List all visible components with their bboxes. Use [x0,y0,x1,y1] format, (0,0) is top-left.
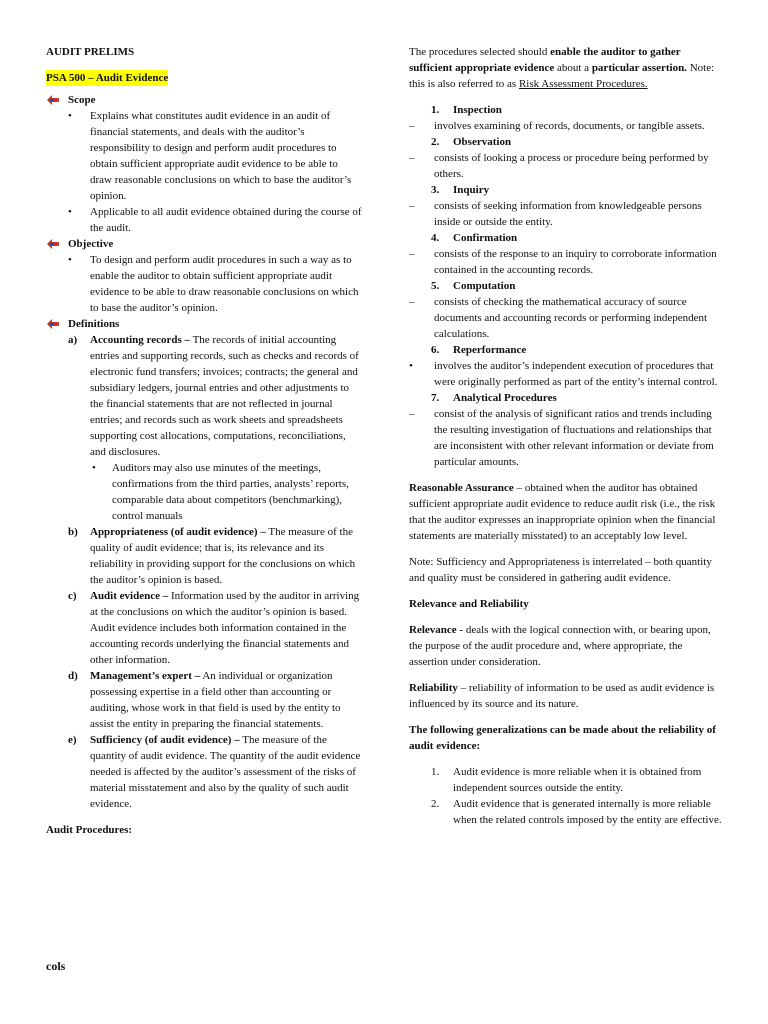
procedure-desc [409,294,723,342]
intro-text: about a [554,62,592,74]
document-title: AUDIT PRELIMS [46,46,135,58]
procedure-heading [409,230,723,246]
term: Reasonable Assurance [409,482,514,494]
procedures-intro [409,44,723,92]
relevance-reliability-heading: Relevance and Reliability [409,598,529,610]
definition-letter: c) [68,590,77,602]
procedure-number: 6. [431,344,440,356]
definition-term: Management’s expert – [90,670,201,682]
procedures-list [409,102,723,470]
procedure-name: Computation [453,280,516,292]
scope-list [46,108,362,236]
procedure-text: consist of the analysis of significant ratios and trends including the resulting investigation of fluctuations and relationships that are inconsistent with other relevant information or deviate from particular amounts. [434,408,714,468]
procedure-name: Reperformance [453,344,527,356]
term-text: - deals with the logical connection with, or bearing upon, the purpose of the audit procedure and, where appropriate, the assertion under consideration. [409,624,711,668]
procedure-desc [409,246,723,278]
list-item: • Explains what constitutes audit evidence in an audit of financial statements, and deals with the auditor’s responsibility to design and perform audit procedures to obtain sufficient appropriate audit evidence to be able to draw reasonable conclusions on which to base the auditor’s opinion. [90,108,362,204]
definition-item [68,588,362,668]
definition-text: Information used by the auditor in arriving at the conclusions on which the auditor’s opinion is based. Audit evidence includes both information contained in the accounting records underlying the financial statements and other information. [90,590,360,666]
definition-item [68,732,362,812]
procedure-desc [409,118,723,134]
definition-text: An individual or organization possessing expertise in a field other than accounting or auditing, whose work in that field is used by the entity to assist the entity in preparing the financial statements. [90,670,341,730]
left-column [46,44,362,838]
item-number: 1. [431,766,440,778]
procedure-text: consists of the response to an inquiry to corroborate information contained in the accounting records. [434,248,717,276]
procedure-text: consists of seeking information from knowledgeable persons inside or outside the entity. [434,200,702,228]
definition-text: The measure of the quality of audit evidence; that is, its relevance and its reliability in providing support for the conclusions on which the auditor’s opinion is based. [90,526,356,586]
section-scope [46,92,362,108]
relevance-paragraph [409,622,723,670]
intro-underlined: Risk Assessment Procedures. [518,78,648,90]
definition-item [68,524,362,588]
definition-term: Sufficiency (of audit evidence) – [90,734,240,746]
definitions-list [46,332,362,812]
definition-letter: e) [68,734,77,746]
section-objective [46,236,362,252]
procedure-mark: – [409,248,415,260]
definition-text: The records of initial accounting entries and supporting records, such as checks and records of electronic fund transfers; invoices; contracts; the general and subsidiary ledgers, journal entries and other adjustments to the financial statements that are not reflected in journal entries; and records such as work sheets and spreadsheets supporting cost allocations, computations, reconciliations, and disclosures. [90,334,359,458]
note-paragraph: Note: Sufficiency and Appropriateness is interrelated – both quantity and quality must be considered in gathering audit evidence. [409,556,712,584]
procedure-desc [409,358,723,390]
term-text: – obtained when the auditor has obtained sufficient appropriate audit evidence to reduce audit risk (i.e., the risk that the auditor expresses an inappropriate opinion when the financial statements are materially misstated) to an acceptably low level. [409,482,716,542]
footer-text: cols ⃞ [46,959,78,973]
term: Reliability [409,682,458,694]
procedure-desc [409,406,723,470]
arrow-bullet-icon [46,238,60,250]
intro-bold: particular assertion. [591,62,687,74]
procedure-mark: – [409,200,415,212]
section-heading: Scope [68,94,96,106]
intro-bold: enable the auditor to gather sufficient appropriate evidence [409,46,681,74]
procedure-text: consists of checking the mathematical accuracy of source documents and accounting records or performing independent calculations. [434,296,708,340]
procedure-text: involves the auditor’s independent execution of procedures that were originally performed as part of the entity’s internal control. [434,360,718,388]
definition-term: Appropriateness (of audit evidence) – [90,526,266,538]
procedure-name: Observation [453,136,512,148]
procedure-desc [409,198,723,230]
procedure-text: involves examining of records, documents, or tangible assets. [434,120,705,132]
procedure-number: 2. [431,136,440,148]
procedure-mark: – [409,296,415,308]
procedure-number: 3. [431,184,440,196]
procedure-mark: – [409,152,415,164]
section-definitions [46,316,362,332]
procedure-heading [409,102,723,118]
procedure-number: 1. [431,104,440,116]
sub-list [90,460,362,524]
procedure-heading [409,278,723,294]
procedure-name: Analytical Procedures [453,392,557,404]
procedure-number: 7. [431,392,440,404]
term: Relevance [409,624,457,636]
section-heading: Objective [68,238,114,250]
definition-letter: a) [68,334,78,346]
procedure-heading [409,134,723,150]
procedure-desc [409,150,723,182]
procedure-mark: – [409,120,415,132]
right-column [409,44,723,828]
procedure-name: Confirmation [453,232,518,244]
item-text: Audit evidence is more reliable when it is obtained from independent sources outside the entity. [453,766,702,794]
item-number: 2. [431,798,440,810]
procedure-name: Inspection [453,104,502,116]
reliability-paragraph [409,680,723,712]
procedure-mark: • [409,360,413,372]
procedure-text: consists of looking a process or procedure being performed by others. [434,152,709,180]
definition-item [68,332,362,524]
definition-term: Accounting records – [90,334,191,346]
procedure-heading [409,182,723,198]
procedure-heading [409,390,723,406]
objective-list [46,252,362,316]
definition-letter: b) [68,526,78,538]
list-item: • Applicable to all audit evidence obtained during the course of the audit. [90,204,362,236]
definition-item [68,668,362,732]
list-item: • Auditors may also use minutes of the meetings, confirmations from the third parties, analysts’ reports, comparable data about competitors (benchmarking), control manuals [112,460,362,524]
procedure-name: Inquiry [453,184,490,196]
section-heading: Definitions [68,318,120,330]
item-text: Audit evidence that is generated internally is more reliable when the related controls imposed by the entity are effective. [453,798,722,826]
procedure-heading [409,342,723,358]
definition-term: Audit evidence – [90,590,169,602]
arrow-bullet-icon [46,318,60,330]
definition-text: The measure of the quantity of audit evidence. The quantity of the audit evidence needed is affected by the auditor’s assessment of the risks of material misstatement and also by the quality of such audit evidence. [90,734,361,810]
generalizations-list [409,764,723,828]
procedure-mark: – [409,408,415,420]
procedure-number: 5. [431,280,440,292]
list-item: • To design and perform audit procedures in such a way as to enable the auditor to obtain sufficient appropriate audit evidence to be able to draw reasonable conclusions on which to base the auditor’s opinion. [90,252,362,316]
highlighted-heading: PSA 500 – Audit Evidence [46,72,169,84]
reasonable-assurance [409,480,723,544]
procedure-number: 4. [431,232,440,244]
definition-letter: d) [68,670,78,682]
intro-text: The procedures selected should [409,46,551,58]
generalizations-heading: The following generalizations can be made about the reliability of audit evidence: [409,724,716,752]
list-item [431,796,723,828]
intro-text: Note: this is also referred to as [409,62,715,90]
audit-procedures-heading: Audit Procedures: [46,824,133,836]
term-text: – reliability of information to be used as audit evidence is influenced by its source and its nature. [409,682,715,710]
arrow-bullet-icon [46,94,60,106]
list-item [431,764,723,796]
